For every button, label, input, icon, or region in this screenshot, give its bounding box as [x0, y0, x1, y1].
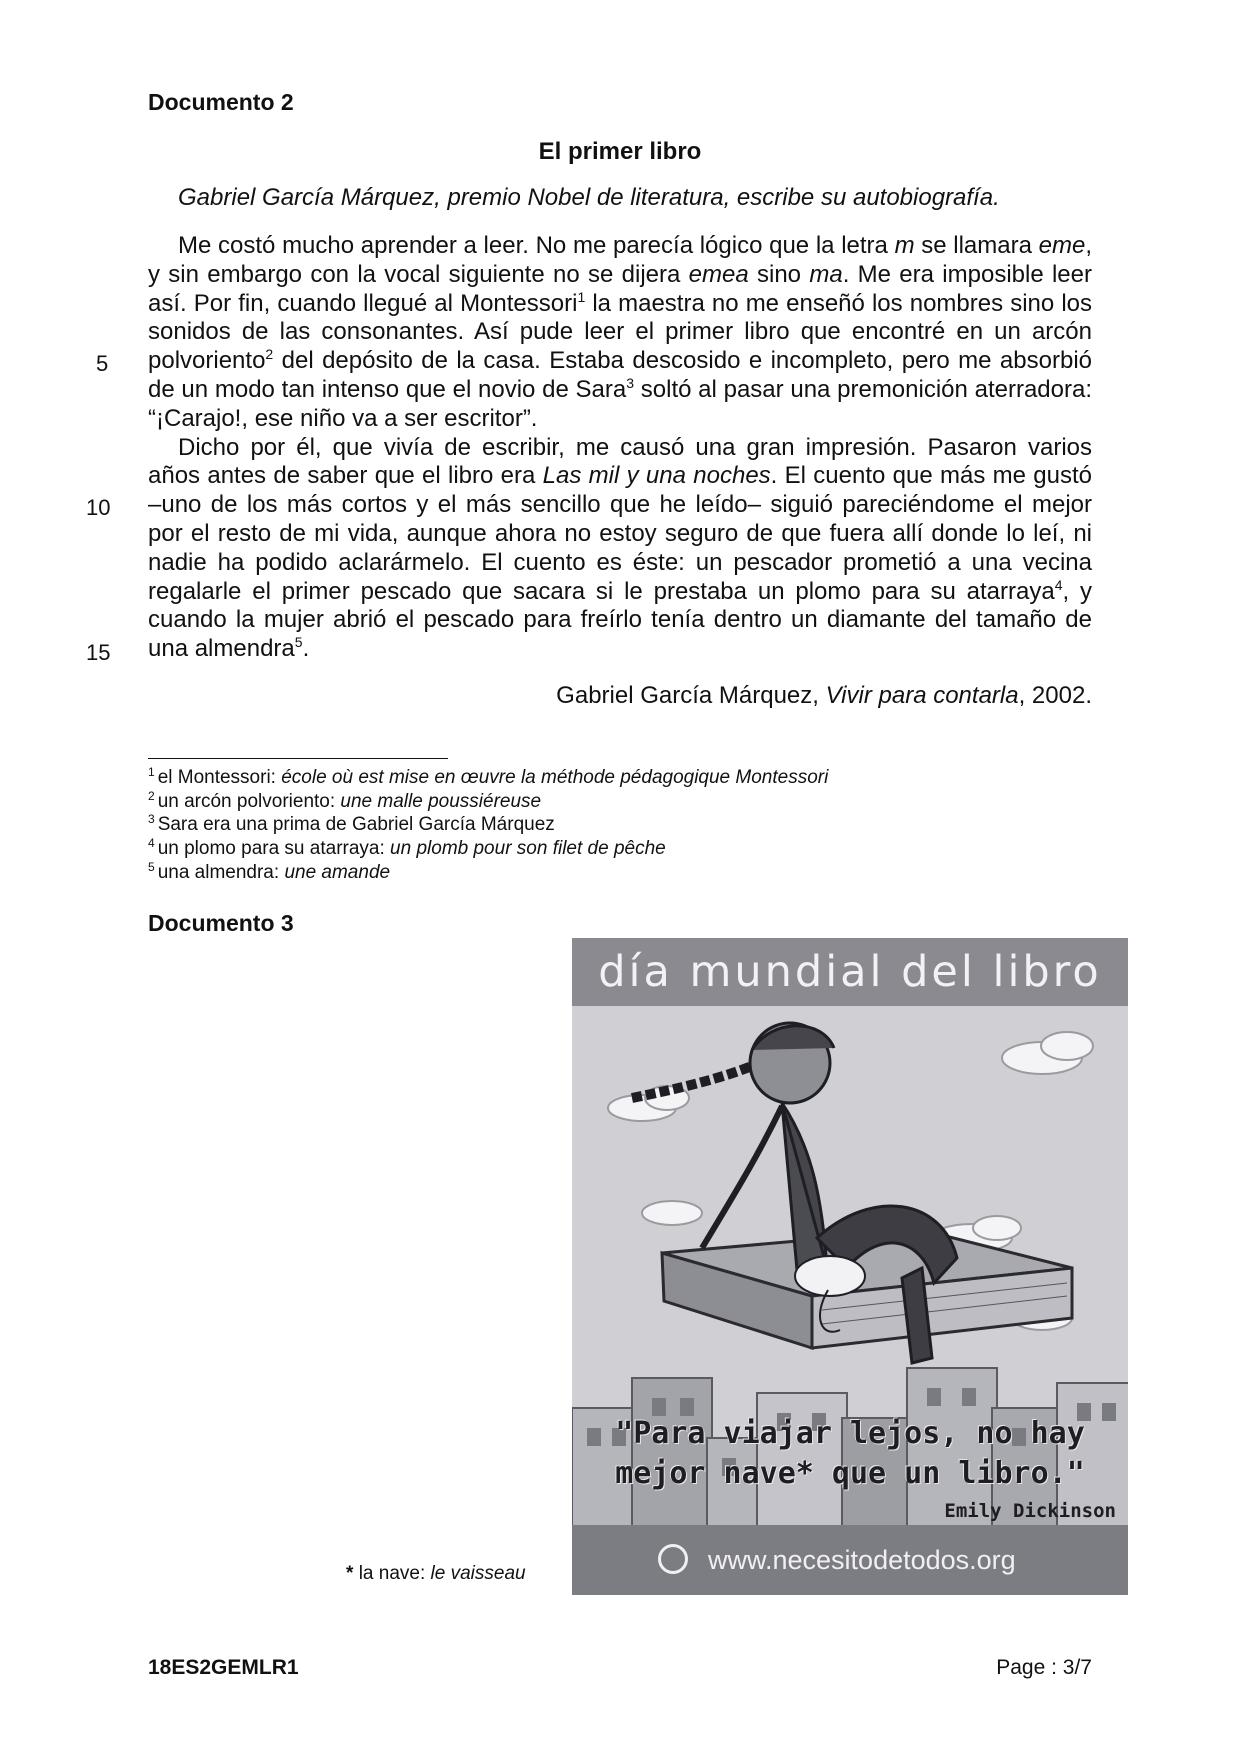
poster-website: www.necesitodetodos.org: [708, 1545, 1016, 1575]
poster-quote-line-2: mejor nave* que un libro.": [615, 1456, 1085, 1491]
page-number: Page : 3/7: [996, 1656, 1092, 1679]
article-body: [148, 232, 1092, 664]
poster-illustration: [572, 938, 1128, 1595]
line-number: 5: [96, 351, 109, 376]
footnote: $^3$ Sara era una prima de Gabriel García Márquez: [148, 812, 555, 836]
line-number: 15: [86, 640, 111, 665]
document-3-heading: Documento 3: [148, 910, 294, 936]
book-day-poster: [572, 938, 1128, 1595]
footnote-ref: 5: [294, 634, 303, 651]
paragraph-1: Me costó mucho aprender a leer. No me parecía lógico que la letra m se llamara eme, y sin embargo con la vocal siguiente no se dijera emea sino ma. Me era imposible leer así. Por fin, cuando llegué al Montessori$^1$ la maestra no me enseñó los nombres sino los sonidos de las consonantes. Así pude leer el primer libro que encontré en un arcón polvoriento$^2$ del depósito de la casa. Estaba descosido e incompleto, pero me absorbió de un modo tan intenso que el novio de Sara$^3$ soltó al pasar una premonición aterradora: “¡Carajo!, ese niño va a ser escritor”.: [148, 232, 1093, 432]
footnote: $^1$ el Montessori: école où est mise en œuvre la méthode pédagogique Montessori: [148, 765, 829, 788]
vocabulary-note: * la nave: le vaisseau: [346, 1563, 526, 1584]
footnote-ref: 4: [1054, 576, 1063, 593]
poster-title: día mundial del libro: [572, 938, 1128, 1006]
document-2-heading: Documento 2: [148, 89, 294, 115]
poster-website-bar: [572, 1525, 1128, 1595]
paragraph-2: Dicho por él, que vivía de escribir, me causó una gran impresión. Pasaron varios años antes de saber que el libro era Las mil y una noches. El cuento que más me gustó –uno de los más cortos y el más sencillo que he leído– siguió pareciéndome el mejor por el resto de mi vida, aunque ahora no estoy seguro de que fuera allí donde lo leí, ni nadie ha podido aclarármelo. El cuento es éste: un pescador prometió a una vecina regalarle el primer pescado que sacara si le prestaba un plomo para su atarraya$^4$, y cuando la mujer abrió el pescado para freírlo tenía dentro un diamante del tamaño de una almendra$^5$.: [148, 433, 1093, 663]
line-number: 10: [86, 495, 111, 520]
footnote-ref: 1: [577, 288, 586, 305]
poster-quote-author: Emily Dickinson: [944, 1500, 1116, 1522]
footnote: $^2$ un arcón polvoriento: une malle poussiéreuse: [148, 788, 542, 812]
footnote: $^5$ una almendra: une amande: [148, 859, 391, 883]
poster-quote-line-1: "Para viajar lejos, no hay: [615, 1416, 1085, 1451]
source-citation: Gabriel García Márquez, Vivir para contarla, 2002.: [556, 682, 1092, 709]
footnote-ref: 2: [265, 346, 274, 363]
article-subtitle: Gabriel García Márquez, premio Nobel de literatura, escribe su autobiografía.: [178, 184, 1000, 211]
footnote: $^4$ un plomo para su atarraya: un plomb pour son filet de pêche: [148, 836, 666, 860]
exam-code: 18ES2GEMLR1: [148, 1656, 299, 1679]
footnote-ref: 3: [626, 374, 635, 391]
globe-icon: [658, 1544, 688, 1574]
footnote-divider: [148, 758, 448, 759]
footnotes: [148, 766, 828, 885]
article-title: El primer libro: [538, 138, 702, 165]
